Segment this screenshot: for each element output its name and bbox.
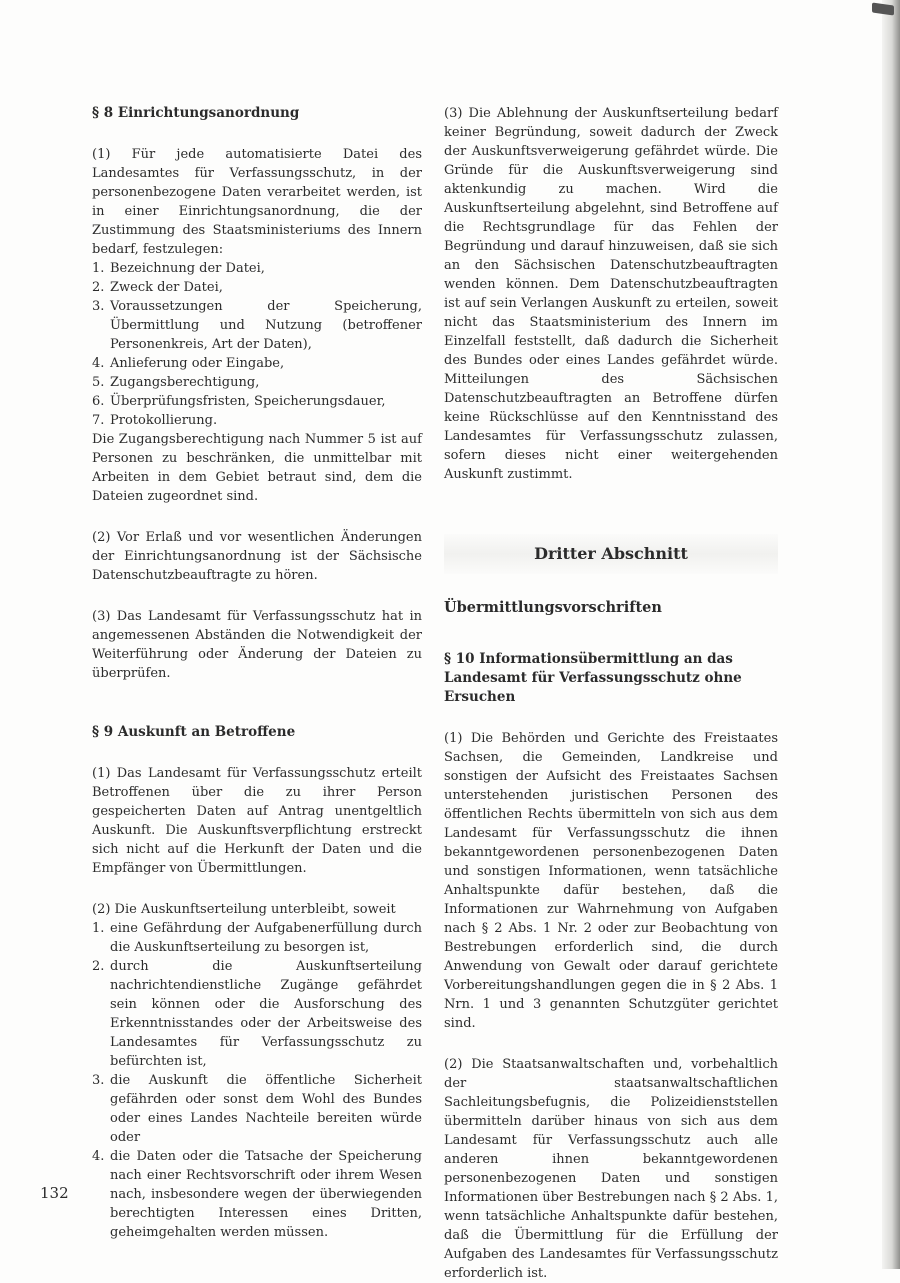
section-9-paragraph-3: (3) Die Ablehnung der Auskunftserteilung bedarf keiner Begründung, soweit dadurch der Zweck der Auskunftsverweigerung gefährdet würde. Die Gründe für die Auskunftsverweigerung sind aktenkundig zu machen. Wird die Auskunftserteilung abgelehnt, sind Betroffene auf die Rechtsgrundlage für das Fehlen der Begründung und darauf hinzuweisen, daß sie sich an den Sächsischen Datenschutzbeauftragten wenden können. Dem Datenschutzbeauftragten ist auf sein Verlangen Auskunft zu erteilen, soweit nicht das Staatsministerium des Innern im Einzelfall feststellt, daß dadurch die Sicherheit des Bundes oder eines Landes gefährdet würde. Mitteilungen des Sächsischen Datenschutzbeauftragten an Betroffene dürfen keine Rückschlüsse auf den Kenntnisstand des Landesamtes für Verfassungsschutz zulassen, sofern dieses nicht einer weitergehenden Auskunft zustimmt. [444,106,778,482]
section-9-paragraph-2-intro: (2) Die Auskunftserteilung unterbleibt, soweit [92,902,396,917]
list-number: 5. [92,375,105,390]
list-item [92,278,422,297]
page-number: 132 [40,1184,69,1202]
list-number: 6. [92,394,105,409]
list-text: die Daten oder die Tatsache der Speicherung nach einer Rechtsvorschrift oder ihrem Wesen nach, insbesondere wegen der überwiegenden berechtigten Interessen eines Dritten, geheimgehalten werden müssen. [110,1149,422,1240]
section-9-paragraph-1: (1) Das Landesamt für Verfassungsschutz erteilt Betroffenen über die zu ihrer Person gespeicherten Daten auf Antrag unentgeltlich Auskunft. Die Auskunftsverpflichtung erstreckt sich nicht auf die Herkunft der Daten und die Empfänger von Übermittlungen. [92,766,422,876]
list-number: 3. [92,1073,105,1088]
list-number: 7. [92,413,105,428]
left-column [92,104,422,1242]
corner-mark [872,2,894,15]
section-8-heading: § 8 Einrichtungsanordnung [92,105,300,121]
list-text: Bezeichnung der Datei, [110,261,265,276]
section-10-heading: § 10 Informationsübermittlung an das Landesamt für Verfassungsschutz ohne Ersuchen [444,651,742,705]
section-8-paragraph-1-outro: Die Zugangsberechtigung nach Nummer 5 ist auf Personen zu beschränken, die unmittelbar mit Arbeiten in dem Gebiet betraut sind, dem die Dateien zugeordnet sind. [92,432,422,504]
list-text: Überprüfungsfristen, Speicherungsdauer, [110,394,386,409]
list-number: 3. [92,299,105,314]
list-text: eine Gefährdung der Aufgabenerfüllung durch die Auskunftserteilung zu besorgen ist, [110,921,422,955]
list-item [92,1147,422,1242]
list-item [92,297,422,354]
list-text: Protokollierung. [110,413,218,428]
list-text: Zweck der Datei, [110,280,223,295]
list-text: durch die Auskunftserteilung nachrichtendienstliche Zugänge gefährdet sein können oder die Ausforschung des Erkenntnisstandes oder der Arbeitsweise des Landesamtes für Verfassungsschutz zu befürchten ist, [110,959,422,1069]
list-item [92,957,422,1071]
list-number: 4. [92,356,105,371]
list-number: 1. [92,921,105,936]
list-number: 2. [92,959,105,974]
section-title: Dritter Abschnitt [444,534,778,574]
right-column [444,104,778,1283]
section-8-list [92,259,422,430]
list-number: 2. [92,280,105,295]
list-item [92,411,422,430]
page-edge-shadow [882,0,900,1269]
list-number: 1. [92,261,105,276]
section-10-paragraph-1: (1) Die Behörden und Gerichte des Freistaates Sachsen, die Gemeinden, Landkreise und sonstigen der Aufsicht des Freistaates Sachsen unterstehenden juristischen Personen des öffentlichen Rechts übermitteln von sich aus dem Landesamt für Verfassungsschutz die ihnen bekanntgewordenen personenbezogenen Daten und sonstigen Informationen, wenn tatsächliche Anhaltspunkte dafür bestehen, daß die Informationen zur Wahrnehmung von Aufgaben nach § 2 Abs. 1 Nr. 2 oder zur Beobachtung von Bestrebungen erforderlich sind, die durch Anwendung von Gewalt oder darauf gerichtete Vorbereitungshandlungen gegen die in § 2 Abs. 1 Nrn. 1 und 3 genannten Schutzgüter gerichtet sind. [444,731,778,1031]
section-8-paragraph-3: (3) Das Landesamt für Verfassungsschutz hat in angemessenen Abständen die Notwendigkeit der Weiterführung oder Änderung der Dateien zu überprüfen. [92,609,422,681]
list-text: Zugangsberechtigung, [110,375,260,390]
list-number: 4. [92,1149,105,1164]
list-item [92,354,422,373]
list-text: Anlieferung oder Eingabe, [110,356,285,371]
list-item [92,919,422,957]
list-text: die Auskunft die öffentliche Sicherheit gefährden oder sonst dem Wohl des Bundes oder eines Landes Nachteile bereiten würde oder [110,1073,422,1145]
list-item [92,259,422,278]
list-text: Voraussetzungen der Speicherung, Übermittlung und Nutzung (betroffener Personenkreis, Art der Daten), [110,299,422,352]
section-9-list [92,919,422,1242]
section-10-paragraph-2: (2) Die Staatsanwaltschaften und, vorbehaltlich der staatsanwaltschaftlichen Sachleitungsbefugnis, die Polizeidienststellen übermitteln darüber hinaus von sich aus dem Landesamt für Verfassungsschutz auch alle anderen ihnen bekanntgewordenen personenbezogenen Daten und sonstigen Informationen über Bestrebungen nach § 2 Abs. 1, wenn tatsächliche Anhaltspunkte dafür bestehen, daß die Übermittlung für die Erfüllung der Aufgaben des Landesamtes für Verfassungsschutz erforderlich ist. [444,1057,778,1281]
section-subtitle: Übermittlungsvorschriften [444,599,662,616]
list-item [92,373,422,392]
list-item [92,1071,422,1147]
section-9-heading: § 9 Auskunft an Betroffene [92,724,296,740]
section-8-paragraph-1-intro: (1) Für jede automatisierte Datei des Landesamtes für Verfassungsschutz, in der personenbezogene Daten verarbeitet werden, ist in einer Einrichtungsanordnung, die der Zustimmung des Staatsministeriums des Innern bedarf, festzulegen: [92,147,422,257]
list-item [92,392,422,411]
section-8-paragraph-2: (2) Vor Erlaß und vor wesentlichen Änderungen der Einrichtungsanordnung ist der Sächsische Datenschutzbeauftragte zu hören. [92,530,422,583]
